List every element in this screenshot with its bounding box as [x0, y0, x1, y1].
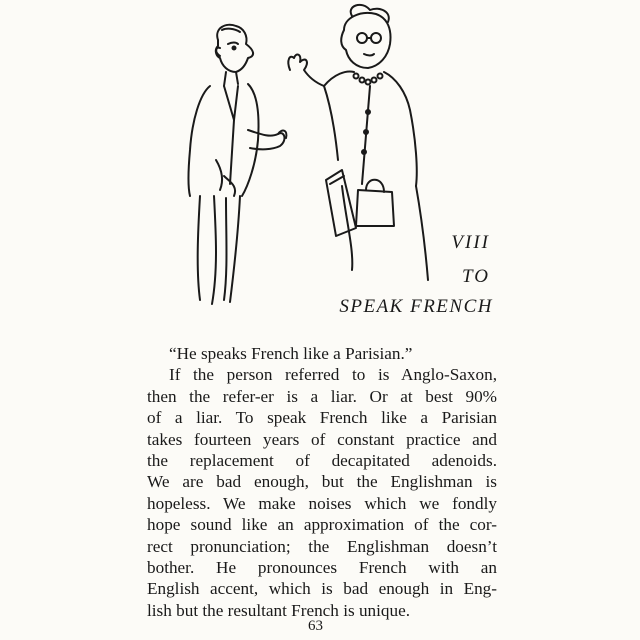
text-line: takes fourteen years of constant practice and [147, 429, 497, 449]
body-paragraphs [147, 343, 497, 621]
text-line: bother. He pronounces French with an [147, 558, 497, 578]
text-line: then the refer-er is a liar. Or at best 90% [147, 386, 497, 406]
two-figures-conversation-illustration [130, 0, 460, 325]
quote-paragraph [147, 343, 497, 364]
woman-figure [288, 5, 428, 280]
text-line: We are bad enough, but the Englishman is [147, 472, 497, 492]
text-line: lish but the resultant French is unique. [147, 600, 411, 620]
text-line: hope sound like an approximation of the cor- [147, 515, 497, 535]
man-figure [189, 25, 287, 304]
chapter-number: VIII [451, 232, 490, 253]
text-line: rect pronunciation; the Englishman doesn’t [147, 536, 497, 556]
text-line: the replacement of decapitated adenoids. [147, 451, 497, 471]
main-paragraph [147, 364, 497, 621]
chapter-heading-to: TO [462, 266, 490, 287]
text-line: If the person referred to is Anglo-Saxon, [169, 365, 497, 385]
text-line: English accent, which is bad enough in Eng- [147, 579, 497, 599]
chapter-title: SPEAK FRENCH [339, 296, 493, 317]
text-line: hopeless. We make noises which we fondly [147, 493, 497, 513]
text-line: of a liar. To speak French like a Parisian [147, 408, 497, 428]
page-number: 63 [308, 618, 323, 634]
text-line: “He speaks French like a Parisian.” [169, 344, 413, 363]
